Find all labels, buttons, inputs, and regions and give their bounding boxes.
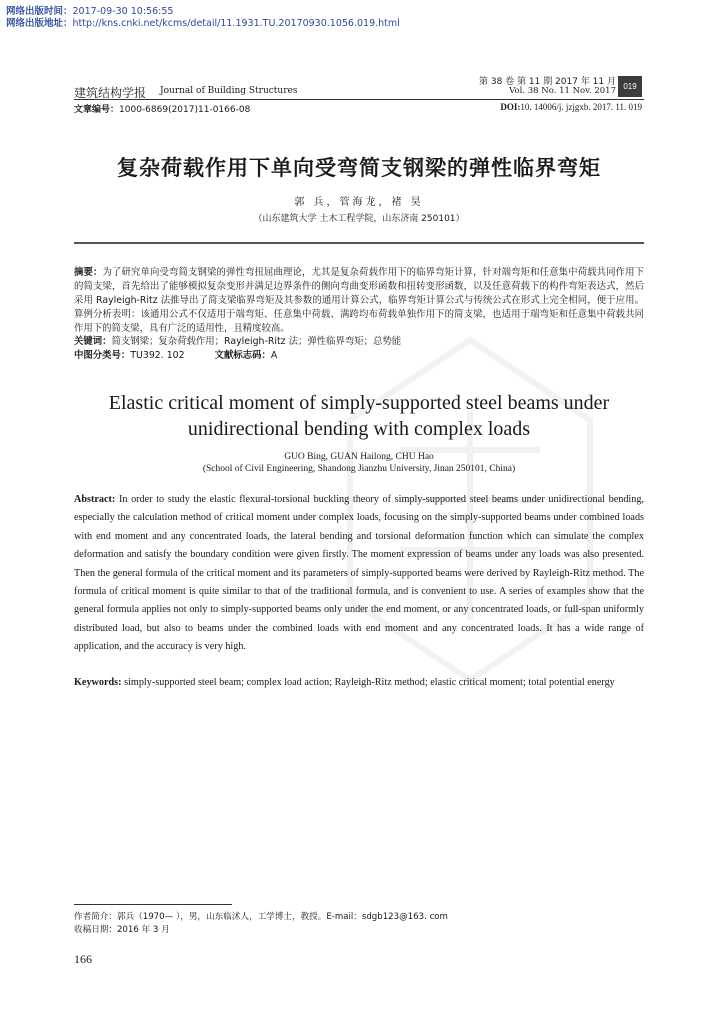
doc-code-label: 文献标志码：: [214, 350, 271, 361]
keywords-cn-text: 简支钢梁；复杂荷载作用；Rayleigh-Ritz 法；弹性临界弯矩；总势能: [111, 336, 402, 347]
doi: [500, 102, 642, 112]
classification-line: [74, 349, 644, 363]
page-number: 166: [74, 952, 92, 966]
affiliation-cn: （山东建筑大学 土木工程学院，山东济南 250101）: [253, 214, 465, 224]
authors-cn: 郭 兵，管海龙，褚 昊: [294, 197, 424, 208]
keywords-en: [74, 674, 644, 692]
author-biography: 作者简介：郭兵（1970— ），男，山东临沭人，工学博士，教授。E-mail：sdgb123@163. com: [74, 912, 448, 922]
paper-title-en: Elastic critical moment of simply-supported steel beams under unidirectional bending with complex loads: [108, 392, 610, 440]
journal-name-en: Journal of Building Structures: [160, 86, 298, 96]
article-number-value: 1000-6869(2017)11-0166-08: [119, 105, 251, 115]
journal-name-cn: 建筑结构学报: [74, 86, 147, 100]
abstract-en-text: In order to study the elastic flexural-torsional buckling theory of simply-supported steel beams under unidirectional bending, especially the calculation method of critical moment under complex loads, focusing on the simply-supported beams under combined loads with end moment and any concentrated loads, the lateral bending and torsional deformation function which can simulate the complex deformation and satisfy the boundary condition were given firstly. The moment expression of beams under any loads was also presented. Then the general formula of the critical moment and its parameters of simply-supported beams were derived by Rayleigh-Ritz method. The formula of critical moment is quite similar to that of the traditional formula, and is convenient to use. A series of examples show that the general formula applies not only to simply-supported beams only under the end moment, or any concentrated loads, or full-span uniformly distributed load, but also to beams under the combined loads with end moment and any concentrated loads. It has a wide range of application, and the accuracy is very high.: [74, 494, 644, 653]
abstract-en-label: Abstract:: [74, 494, 116, 505]
header-rule: [74, 99, 644, 100]
doi-label: DOI:: [500, 102, 521, 112]
paper-title-cn: 复杂荷载作用下单向受弯简支钢梁的弹性临界弯矩: [117, 156, 601, 180]
keywords-en-text: simply-supported steel beam; complex load action; Rayleigh-Ritz method; elastic critical moment; total potential energy: [124, 677, 615, 688]
abstract-en: [74, 491, 644, 657]
authors-en: GUO Bing, GUAN Hailong, CHU Hao: [284, 452, 434, 462]
online-publish-address: [6, 15, 400, 29]
article-number: [74, 102, 250, 115]
keywords-cn-label: 关键词：: [74, 336, 112, 347]
received-date: 收稿日期：2016 年 3 月: [74, 925, 170, 935]
keywords-en-label: Keywords:: [74, 677, 122, 688]
abstract-cn: [74, 266, 644, 336]
article-number-label: 文章编号：: [74, 105, 120, 115]
clc-label: 中图分类号：: [74, 350, 131, 361]
keywords-cn: [74, 335, 644, 349]
footnote-rule: [74, 904, 232, 905]
online-publish-address-link[interactable]: http://kns.cnki.net/kcms/detail/11.1931.TU.20170930.1056.019.html: [72, 18, 400, 29]
online-publish-address-label: 网络出版地址：: [6, 18, 73, 29]
abstract-cn-label: 摘要：: [74, 267, 103, 278]
title-divider: [74, 242, 644, 244]
online-publish-time-label: 网络出版时间：: [6, 6, 73, 17]
issue-info-cn: 第 38 卷 第 11 期 2017 年 11 月: [478, 77, 616, 87]
page-code-badge: 019: [618, 76, 642, 97]
online-publish-time-value: 2017-09-30 10:56:55: [72, 6, 174, 17]
doi-value[interactable]: 10. 14006/j. jzjgxb. 2017. 11. 019: [520, 102, 642, 112]
clc-value: TU392. 102: [130, 350, 185, 361]
affiliation-en: (School of Civil Engineering, Shandong Jianzhu University, Jinan 250101, China): [202, 464, 516, 474]
abstract-cn-text: 为了研究单向受弯简支钢梁的弹性弯扭屈曲理论，尤其是复杂荷载作用下的临界弯矩计算，针对端弯矩和任意集中荷载共同作用下的简支梁，首先给出了能够模拟复杂变形并满足边界条件的侧向弯曲变形函数和扭转变形函数，以及任意荷载下的构件弯矩表达式，然后采用 Rayleigh-Ritz 法推导出了简支梁临界弯矩及其参数的通用计算公式，临界弯矩计算公式与传统公式在形式上完全相同，便于应用。算例分析表明：该通用公式不仅适用于端弯矩、任意集中荷载、满跨均布荷载单独作用下的简支梁，也适用于端弯矩和任意集中荷载共同作用下的简支梁，具有广泛的适用性，且精度较高。: [74, 267, 644, 334]
issue-info-en: Vol. 38 No. 11 Nov. 2017: [509, 86, 616, 96]
doc-code-value: A: [270, 350, 278, 361]
